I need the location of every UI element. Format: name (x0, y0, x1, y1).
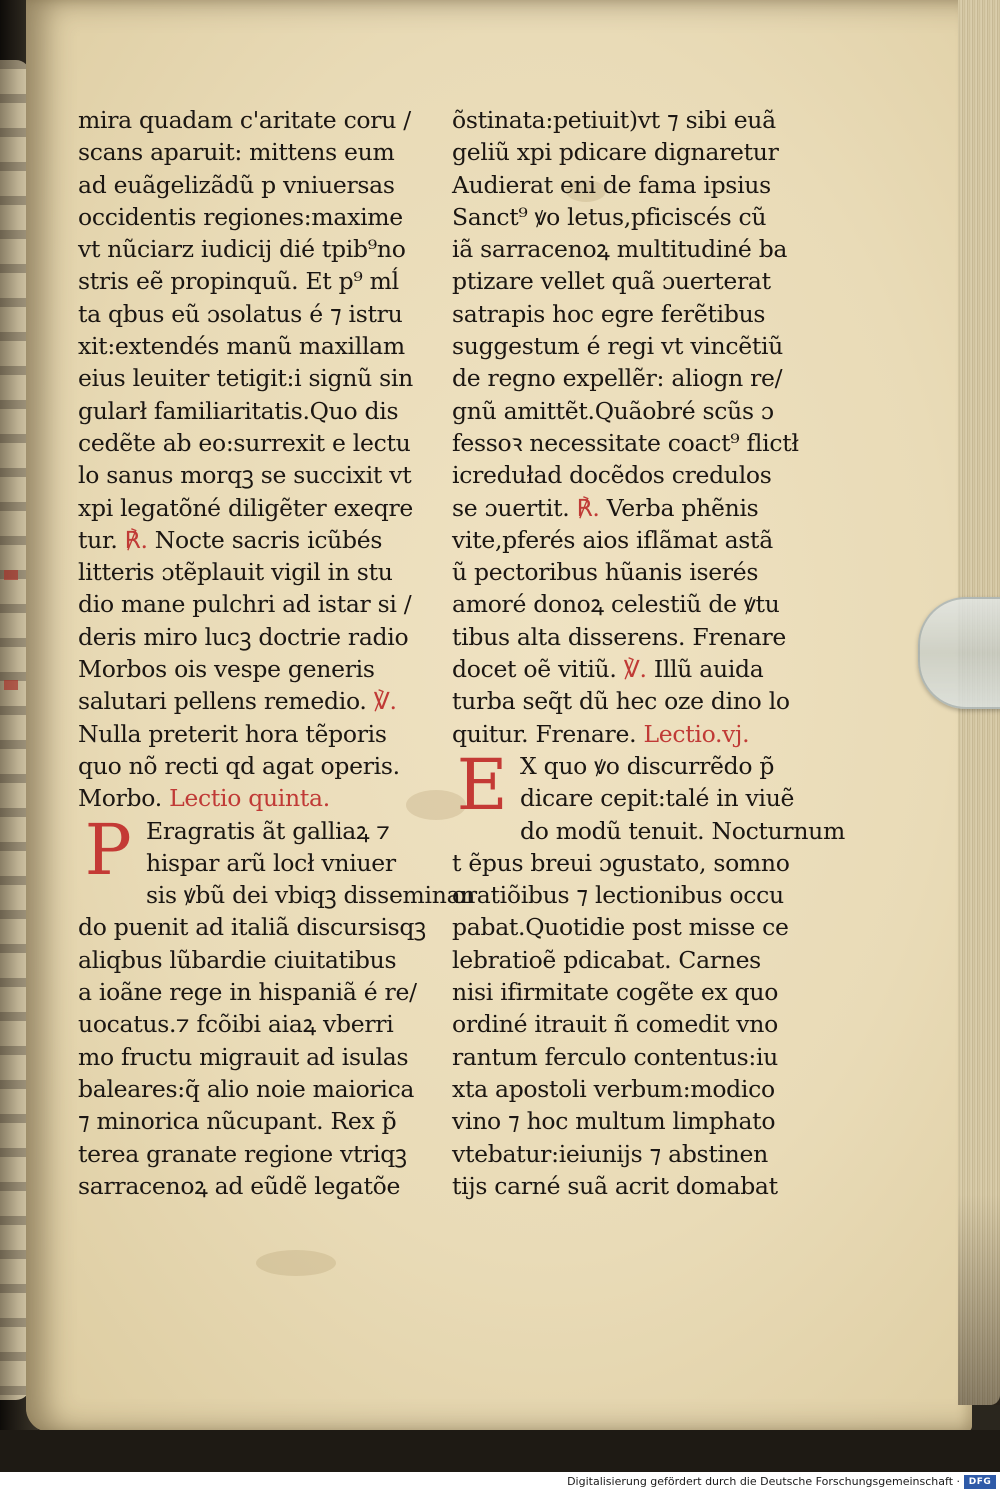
text-line (78, 104, 428, 136)
text-line (452, 395, 797, 427)
text-run: vt nũciarz iudicij dié tpib⁹no (78, 235, 406, 264)
text-run: ⁊ minorica nũcupant. Rex p̃ (78, 1107, 397, 1136)
text-run: Verba phẽnis (599, 493, 759, 522)
text-run: eius leuiter tetigit:i signũ sin (78, 364, 413, 393)
text-line (452, 1008, 797, 1040)
scan-bottom-background (0, 1430, 1000, 1472)
text-line (78, 1008, 428, 1040)
text-run: aliqbus lũbardie ciuitatibus (78, 945, 397, 974)
rubric-text: ℟. (124, 525, 148, 554)
text-line (78, 395, 428, 427)
text-run: lo sanus morqꝫ se succixit vt (78, 461, 412, 490)
text-line (452, 944, 797, 976)
text-line (78, 201, 428, 233)
text-line (78, 265, 428, 297)
text-line (452, 298, 797, 330)
text-run: xpi legatõné diligẽter exeqre (78, 493, 414, 522)
text-line (452, 104, 797, 136)
text-line (78, 782, 428, 814)
facing-page-text-traces (0, 60, 26, 1400)
text-run: se ɔuertit. (452, 493, 577, 522)
text-run: tibus alta disserens. Frenare (452, 622, 787, 651)
text-run: mira quadam c'aritate coru / (78, 106, 411, 134)
text-run: a ioãne rege in hispaniã é re/ (78, 978, 417, 1007)
text-line (452, 1138, 797, 1170)
initial-block (452, 743, 797, 826)
text-run: X quo ꝟo discurrẽdo p̃ (520, 751, 775, 780)
text-run: Morbo. (78, 784, 170, 813)
text-run: icreduład docẽdos credulos (452, 461, 772, 490)
text-run: ptizare vellet quã ɔuerterat (452, 267, 771, 296)
credit-bar (0, 1472, 1000, 1492)
text-run: oratiõibus ⁊ lectionibus occu (452, 881, 784, 910)
text-run: tijs carné suã acrit domabat (452, 1171, 778, 1200)
rubric-text: ℣. (623, 655, 647, 684)
text-line (452, 1105, 797, 1137)
text-line (452, 685, 797, 717)
page-clip (918, 597, 1000, 709)
text-run: quitur. Frenare. (452, 719, 644, 748)
text-run: geliũ xpi pdicare dignaretur (452, 138, 779, 167)
text-run: iã sarracenoꝝ multitudiné ba (452, 235, 788, 264)
text-run: docet oẽ vitiũ. (452, 655, 624, 684)
text-run: satrapis hoc egre ferẽtibus (452, 299, 766, 328)
text-run: pabat.Quotidie post misse ce (452, 913, 789, 942)
text-line (78, 556, 428, 588)
text-line (78, 621, 428, 653)
digitization-credit: Digitalisierung gefördert durch die Deutsche Forschungsgemeinschaft · (567, 1475, 960, 1488)
text-run: hispar arũ locł vniuer (146, 848, 396, 877)
text-run: Nocte sacris icũbés (147, 525, 383, 554)
text-run: nisi ifirmitate cogẽte ex quo (452, 978, 779, 1007)
text-run: rantum ferculo contentus:iu (452, 1042, 779, 1071)
text-run: Sanct⁹ ꝟo letus,pficiscés cũ (452, 202, 767, 231)
text-run: Illũ auida (646, 655, 764, 684)
text-line (452, 718, 797, 750)
rubric-text: Lectio.vj. (643, 719, 750, 748)
text-run: Morbos ois vespe generis (78, 655, 375, 684)
text-run: quo nõ recti qd agat operis. (78, 751, 400, 780)
text-line (452, 1170, 797, 1202)
text-run: Nulla preterit hora tẽporis (78, 719, 387, 748)
text-run: mo fructu migrauit ad isulas (78, 1042, 409, 1071)
text-run: occidentis regiones:maxime (78, 202, 403, 231)
facing-page-rubric-mark (4, 570, 18, 580)
text-run: stris eẽ propinquũ. Et p⁹ mĺ (78, 267, 399, 296)
text-line (78, 976, 428, 1008)
text-line (78, 1041, 428, 1073)
text-run: baleares:q̃ alio noie maiorica (78, 1074, 415, 1103)
text-line (78, 1105, 428, 1137)
text-line (78, 298, 428, 330)
text-run: Audierat eni de fama ipsius (452, 170, 771, 199)
text-run: sarracenoꝝ ad eũdẽ legatõe (78, 1171, 401, 1200)
text-run: gnũ amittẽt.Quãobré scũs ɔ (452, 396, 774, 425)
text-line (78, 1073, 428, 1105)
text-line (78, 136, 428, 168)
text-run: sis ꝟbũ dei vbiqꝫ disseminan (146, 881, 476, 910)
text-line (78, 1138, 428, 1170)
text-run: ta qbus eũ ɔsolatus é ⁊ istru (78, 299, 403, 328)
text-run: scans aparuit: mittens eum (78, 138, 395, 167)
text-line (78, 685, 428, 717)
text-run: turba seq̃t dũ hec oze dino lo (452, 687, 790, 716)
text-run: de regno expellẽr: aliogn re/ (452, 364, 783, 393)
text-line (78, 427, 428, 459)
text-line (452, 492, 797, 524)
text-run: uocatus.⁊ fcõibi aiaꝝ vberri (78, 1010, 394, 1039)
text-line (78, 330, 428, 362)
text-line (452, 233, 797, 265)
text-line (452, 911, 797, 943)
text-run: t ẽpus breui ɔgustato, somno (452, 848, 790, 877)
text-run: vite,pferés aios iflãmat astã (452, 525, 773, 554)
text-run: õstinata:petiuit)vt ⁊ sibi euã (452, 106, 776, 134)
text-run: amoré donoꝝ celestiũ de ꝟtu (452, 590, 780, 619)
text-run: ordiné itrauit ñ comedit vno (452, 1010, 778, 1039)
text-line (78, 169, 428, 201)
text-line (78, 653, 428, 685)
text-line (78, 492, 428, 524)
text-line (452, 847, 797, 879)
right-text-column (452, 104, 846, 1202)
initial-block (78, 808, 428, 891)
text-line (78, 1170, 428, 1202)
text-line (78, 944, 428, 976)
text-line (78, 911, 428, 943)
text-line (452, 621, 797, 653)
text-run: ad euãgelizãdũ p vniuersas (78, 170, 395, 199)
red-initial-letter: P (84, 808, 132, 891)
text-run: Eragratis ãt galliaꝝ ⁊ (146, 816, 390, 845)
text-run: dicare cepit:talé in viuẽ (520, 784, 795, 813)
facing-page-rubric-mark (4, 680, 18, 690)
text-line (78, 750, 428, 782)
rubric-text: ℟. (576, 493, 600, 522)
text-line (452, 524, 797, 556)
text-line (452, 362, 797, 394)
text-run: salutari pellens remedio. (78, 687, 374, 716)
text-run: ũ pectoribus hũanis iserés (452, 558, 759, 587)
paper-stain (256, 1250, 336, 1276)
text-line (78, 459, 428, 491)
text-line (452, 879, 797, 911)
text-line (78, 718, 428, 750)
text-line (452, 136, 797, 168)
text-run: vino ⁊ hoc multum limphato (452, 1107, 776, 1136)
text-run: fessoꝛ necessitate coact⁹ flictł (452, 428, 799, 457)
text-run: suggestum é regi vt vincẽtiũ (452, 332, 784, 361)
text-run: terea granate regione vtriqꝫ (78, 1139, 407, 1168)
text-line (452, 330, 797, 362)
text-run: lebratioẽ pdicabat. Carnes (452, 945, 761, 974)
text-run: cedẽte ab eo:surrexit e lectu (78, 428, 411, 457)
red-initial-letter: E (456, 743, 508, 826)
text-run: deris miro lucꝫ doctrie radio (78, 622, 409, 651)
dfg-logo: DFG (964, 1475, 996, 1489)
text-line (452, 1073, 797, 1105)
text-run: vtebatur:ieiunijs ⁊ abstinen (452, 1139, 768, 1168)
text-line (452, 427, 797, 459)
text-run: dio mane pulchri ad istar si / (78, 590, 412, 619)
text-run: do modũ tenuit. Nocturnum (520, 816, 846, 845)
text-line (452, 653, 797, 685)
text-line (78, 588, 428, 620)
text-line (78, 362, 428, 394)
text-run: litteris ɔtẽplauit vigil in stu (78, 558, 393, 587)
text-run: xta apostoli verbum:modico (452, 1074, 775, 1103)
text-run: tur. (78, 525, 125, 554)
text-line (452, 588, 797, 620)
text-line (452, 1041, 797, 1073)
left-text-column (78, 104, 476, 1202)
text-run: xit:extendés manũ maxillam (78, 332, 405, 361)
text-line (452, 459, 797, 491)
text-run: do puenit ad italiã discursisqꝫ (78, 913, 426, 942)
text-line (78, 233, 428, 265)
text-run: gularł familiaritatis.Quo dis (78, 396, 399, 425)
text-line (452, 976, 797, 1008)
rubric-text: Lectio quinta. (169, 784, 330, 813)
text-line (452, 265, 797, 297)
text-line (452, 169, 797, 201)
rubric-text: ℣. (373, 687, 397, 716)
text-line (452, 201, 797, 233)
text-line (452, 556, 797, 588)
text-line (78, 524, 428, 556)
